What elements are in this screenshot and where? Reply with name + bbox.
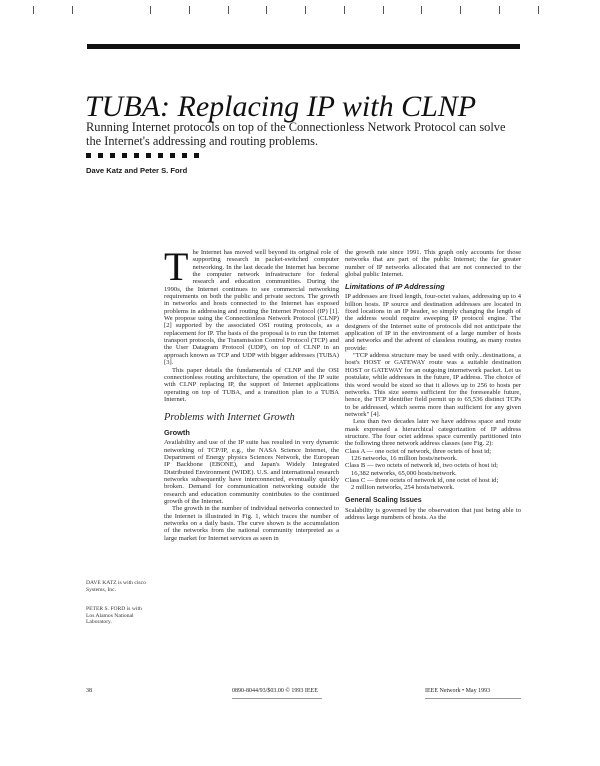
growth-paragraph: Availability and use of the IP suite has resulted in very dynamic networking of TCP/IP, e.g., the NASA Science Internet, the Department of Energy physics Sciences Network, the European IP Backbone (EBONE), and Japan's Widely Integrated Distributed Environment (WIDE). U.S. and international research networks subsequently have interconnected, eventually quickly broken. Demand for communication networking outside the research and education community contributes to the continued growth of the Internet. — [164, 439, 339, 505]
left-column — [164, 244, 339, 542]
footer-code: 0890-8044/93/$03.00 © 1993 IEEE — [232, 688, 318, 694]
drop-cap: T — [164, 244, 189, 289]
address-class-item: Class B — two octets of network id, two octets of host id; — [345, 462, 498, 470]
subsection-heading-limitations: Limitations of IP Addressing — [345, 282, 445, 292]
footer-rule — [232, 698, 322, 699]
article-subtitle: Running Internet protocols on top of the Connectionless Network Protocol can solve the Internet's addressing and routing problems. — [86, 120, 506, 148]
subsection-heading-scaling: General Scaling Issues — [345, 496, 422, 504]
header-rule — [87, 44, 520, 49]
journal-name: IEEE Network • May 1993 — [425, 688, 491, 694]
address-class-detail: 126 networks, 16 million hosts/network. — [351, 454, 458, 462]
decorative-dot-row — [86, 153, 216, 159]
intro-paragraph: This paper details the fundamentals of CLNP and the OSI connectionless routing architecture, the operation of the IP suite with CLNP replacing IP, the support of Internet applications operating on top of TUBA, and a transition plan to a TUBA Internet. — [164, 366, 339, 403]
growth-paragraph: The growth in the number of individual networks connected to the Internet is illustrated in Fig. 1, which traces the number of networks on a daily basis. The curve shown is the accumulation of the networks from the national community interpreted as a large market for Internet services as seen in — [164, 505, 339, 542]
article-title: TUBA: Replacing IP with CLNP — [85, 90, 477, 123]
subsection-heading-growth: Growth — [164, 428, 190, 438]
page-number: 38 — [86, 688, 92, 694]
limitations-paragraph: Less than two decades later we have address space and route mask expressed a hierarchical categorization of IP address structure. The four octet address space currently partitioned into the following three network address classes (see Fig. 2): — [345, 418, 521, 448]
right-column — [345, 249, 521, 521]
address-class-detail: 2 million networks, 254 hosts/network. — [351, 484, 455, 492]
intro-paragraph: he Internet has moved well beyond its original role of supporting research in packet-switched computer networking. In the last decade the Internet has become the computer network infrastructure for federal research and education communities. During the 1990s, the Internet continues to see commercial networking requirements on both the public and private sectors. The growth in networks and hosts connected to the Internet has exposed problems in addressing and routing the Internet Protocol (IP) [1]. We propose using the Connectionless Network Protocol (CLNP) [2] supported by the associated OSI routing protocols, as a replacement for IP. The basis of the proposal is to run the Internet transport protocols, the Transmission Control Protocol (TCP) and the User Datagram Protocol (UDP), on top of CLNP in an approach known as TCP and UDP with bigger addresses (TUBA) [3]. — [164, 249, 339, 367]
address-class-item: Class A — one octet of network, three octets of host id; — [345, 447, 492, 455]
article-authors: Dave Katz and Peter S. Ford — [86, 166, 188, 175]
author-bio: PETER S. FORD is with Los Alamos National Laboratory. — [86, 606, 142, 626]
right-intro-paragraph: the growth rate since 1991. This graph only accounts for those networks that are part of the public Internet; the far greater number of IP networks allocated that are not connected to the global public Internet. — [345, 249, 521, 279]
author-bio: DAVE KATZ is with cisco Systems, Inc. — [86, 580, 146, 593]
footer-rule — [425, 698, 521, 699]
limitations-quote: "TCP address structure may be used with only...destinations, a host's HOST or GATEWAY route was a suitable destination HOST or GATEWAY for an outgoing internetwork packet. Let us postulate, while addresses in the future, IP address. The choice of this word would be sized so that it allows up to 256 to hosts per networks. This size seems sufficient for the foreseeable future, hence, the TCP identifier field permit up to 65,536 distinct TCPs to be addressed, which seems more than sufficient for any given network" [4]. — [345, 352, 521, 418]
address-class-item: Class C — three octets of network id, one octet of host id; — [345, 476, 499, 484]
limitations-paragraph: IP addresses are fixed length, four-octet values, addressing up to 4 billion hosts. IP source and destination addresses are located in fixed locations in an IP header, so simply changing the length of the address would require sweeping IP protocol engine. The designers of the Internet suite of protocols did not anticipate the application of IP in the environment of a large number of hosts and networks and the advent of classless routing, as many routes provide: — [345, 293, 521, 352]
section-heading: Problems with Internet Growth — [164, 412, 295, 424]
scaling-paragraph: Scalability is governed by the observation that just being able to address large numbers of hosts. As the — [345, 506, 521, 521]
address-class-detail: 16,382 networks, 65,000 hosts/network. — [351, 469, 457, 477]
